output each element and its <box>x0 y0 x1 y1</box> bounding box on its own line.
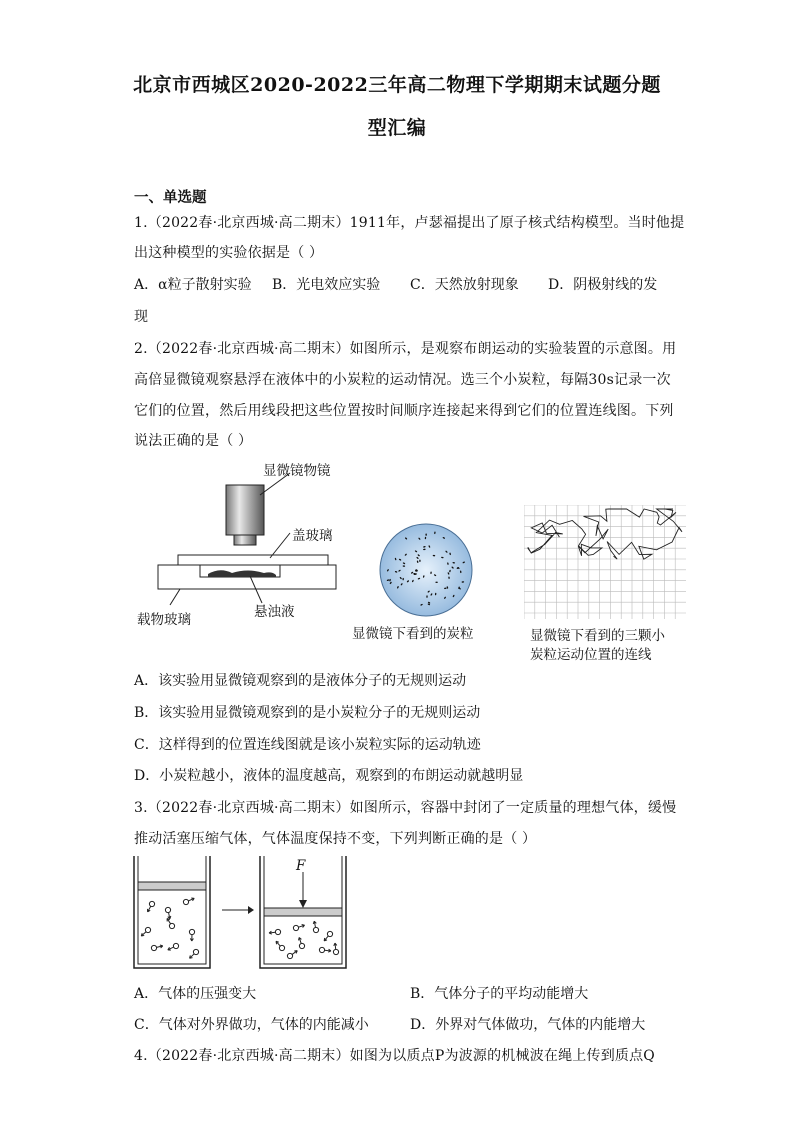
gas-piston-figure <box>130 852 360 974</box>
carbon-particles-view <box>376 520 476 620</box>
q2-option-c: C．这样得到的位置连线图就是该小炭粒实际的运动轨迹 <box>134 737 481 753</box>
title-line-2: 型汇编 <box>367 117 427 139</box>
q3-line-2: 推动活塞压缩气体，气体温度保持不变，下列判断正确的是（ ） <box>134 831 537 847</box>
q1-line-1: 1.（2022春·北京西城·高二期末）1911年，卢瑟福提出了原子核式结构模型。当时他提 <box>134 215 685 231</box>
q2-option-a: A．该实验用显微镜观察到的是液体分子的无规则运动 <box>134 673 467 689</box>
q2-option-b: B．该实验用显微镜观察到的是小炭粒分子的无规则运动 <box>134 705 481 721</box>
q3-line-1: 3.（2022春·北京西城·高二期末）如图所示，容器中封闭了一定质量的理想气体，缓慢 <box>134 800 677 816</box>
label-objective: 显微镜物镜 <box>263 463 331 479</box>
q3-option-c: C．气体对外界做功，气体的内能减小 <box>134 1017 369 1033</box>
q2-line-3: 它们的位置，然后用线段把这些位置按时间顺序连接起来得到它们的位置连线图。下列 <box>134 403 674 419</box>
q1-option-b: B．光电效应实验 <box>272 277 381 293</box>
q4-line-1: 4.（2022春·北京西城·高二期末）如图为以质点P为波源的机械波在绳上传到质点Q <box>134 1048 655 1064</box>
q2-option-d: D．小炭粒越小，液体的温度越高，观察到的布朗运动就越明显 <box>134 768 524 784</box>
q1-option-d: D．阴极射线的发 <box>548 277 658 293</box>
q2-line-2: 高倍显微镜观察悬浮在液体中的小炭粒的运动情况。选三个小炭粒，每隔30s记录一次 <box>134 372 671 388</box>
q3-option-d: D．外界对气体做功，气体的内能增大 <box>410 1017 646 1033</box>
q2-line-1: 2.（2022春·北京西城·高二期末）如图所示，是观察布朗运动的实验装置的示意图。用 <box>134 341 677 357</box>
label-cover-glass: 盖玻璃 <box>292 528 333 544</box>
title-line-1: 北京市西城区2020-2022三年高二物理下学期期末试题分题 <box>133 74 661 96</box>
label-slide-glass: 载物玻璃 <box>137 612 191 628</box>
caption-path-line-2: 炭粒运动位置的连线 <box>530 647 652 663</box>
q1-option-a: A．α粒子散射实验 <box>134 277 252 293</box>
force-label: F <box>296 858 306 874</box>
q1-line-2: 出这种模型的实验依据是（ ） <box>134 245 324 261</box>
q3-option-a: A．气体的压强变大 <box>134 986 257 1002</box>
position-path-grid <box>524 505 686 619</box>
q1-option-c: C．天然放射现象 <box>410 277 519 293</box>
caption-path-line-1: 显微镜下看到的三颗小 <box>530 628 665 644</box>
caption-carbon-view: 显微镜下看到的炭粒 <box>352 626 474 642</box>
q1-option-d-cont: 现 <box>134 309 148 325</box>
q2-line-4: 说法正确的是（ ） <box>134 433 253 449</box>
section-heading: 一、单选题 <box>134 189 207 206</box>
q3-option-b: B．气体分子的平均动能增大 <box>410 986 589 1002</box>
label-suspension: 悬浊液 <box>254 604 295 620</box>
